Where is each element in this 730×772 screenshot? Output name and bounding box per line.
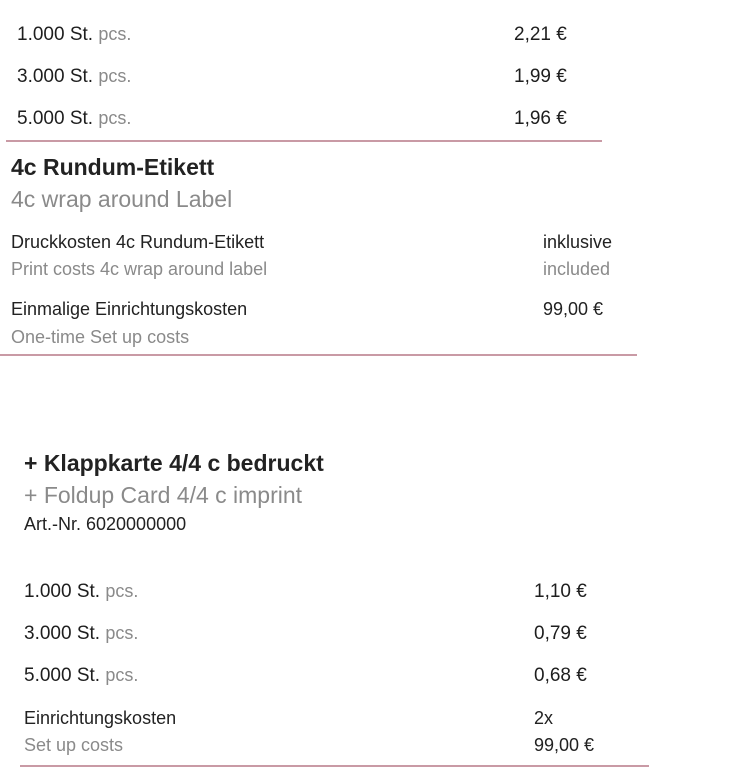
qty-cell [17,66,131,88]
print-costs-value-de: inklusive [543,232,613,252]
qty-unit: pcs. [105,581,139,601]
qty-cell [17,24,131,46]
price-value: 0,79 € [534,623,587,644]
print-costs-value-en: included [543,259,611,279]
section-title-en: 4c wrap around Label [11,186,233,212]
qty-value: 3.000 St. [17,66,94,87]
card-title-de: + Klappkarte 4/4 c bedruckt [24,450,324,476]
card-setup-label-en: Set up costs [24,735,124,755]
print-costs-label-de: Druckkosten 4c Rundum-Etikett [11,232,265,252]
qty-value: 3.000 St. [24,623,101,644]
qty-cell [24,623,138,645]
qty-cell [17,108,131,130]
setup-label-de: Einmalige Einrichtungskosten [11,299,248,319]
price-value: 0,68 € [534,665,587,686]
print-costs-label-en: Print costs 4c wrap around label [11,259,268,279]
divider [6,140,602,142]
price-value: 1,96 € [514,108,567,129]
qty-unit: pcs. [105,665,139,685]
divider [20,765,649,767]
setup-value: 99,00 € [543,299,604,319]
price-value: 1,99 € [514,66,567,87]
qty-unit: pcs. [105,623,139,643]
qty-value: 5.000 St. [24,665,101,686]
qty-unit: pcs. [98,108,132,128]
price-value: 2,21 € [514,24,567,45]
qty-value: 1.000 St. [17,24,94,45]
qty-value: 1.000 St. [24,581,101,602]
card-setup-multiplier: 2x [534,708,554,728]
qty-value: 5.000 St. [17,108,94,129]
qty-unit: pcs. [98,24,132,44]
card-title-en: + Foldup Card 4/4 c imprint [24,482,303,508]
article-number: Art.-Nr. 6020000000 [24,514,187,534]
card-setup-value: 99,00 € [534,735,595,755]
section-title-de: 4c Rundum-Etikett [11,154,215,180]
qty-cell [24,581,138,603]
price-value: 1,10 € [534,581,587,602]
card-setup-label-de: Einrichtungskosten [24,708,177,728]
divider [0,354,637,356]
setup-label-en: One-time Set up costs [11,327,190,347]
qty-unit: pcs. [98,66,132,86]
qty-cell [24,665,138,687]
